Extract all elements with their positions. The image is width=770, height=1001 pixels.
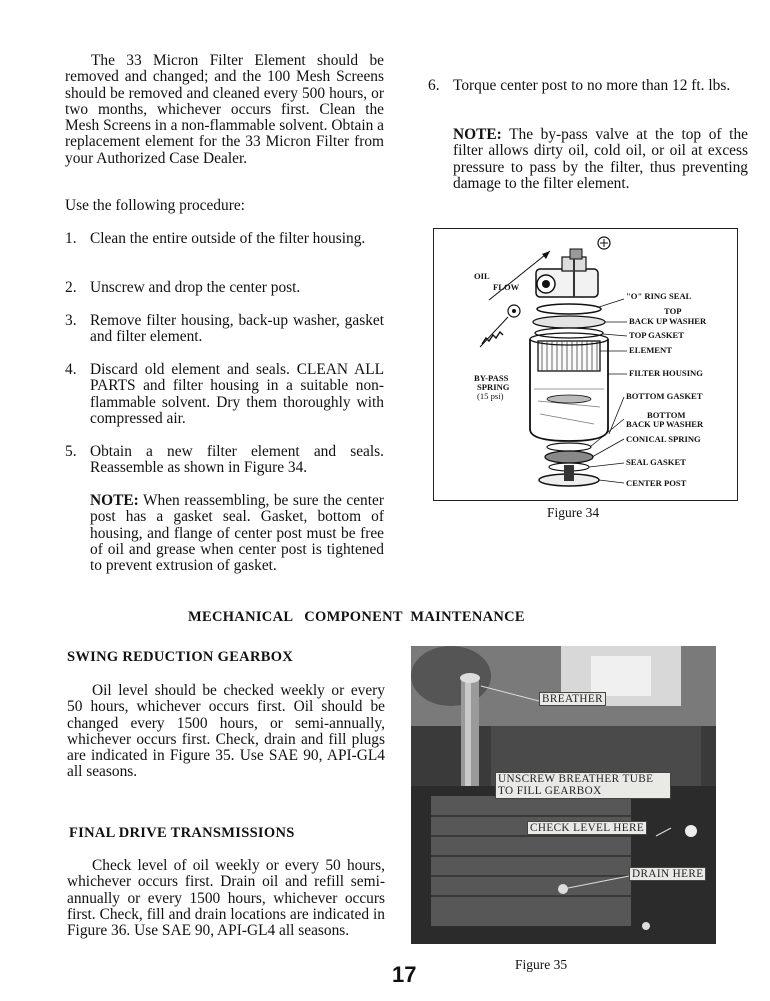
label-unscrew-line-1: UNSCREW BREATHER TUBE	[498, 773, 654, 785]
step-1	[65, 231, 384, 265]
label-flow: FLOW	[493, 282, 520, 292]
step-6	[428, 78, 748, 112]
label-check-level-here: CHECK LEVEL HERE	[527, 821, 647, 835]
note-label: NOTE:	[453, 126, 502, 143]
label-element: ELEMENT	[629, 345, 672, 355]
step-3	[65, 313, 384, 347]
step-4	[65, 362, 384, 428]
figure-34-filter-diagram	[433, 228, 738, 501]
step-text: Remove filter housing, back-up washer, gasket and filter element.	[90, 312, 384, 346]
label-center-post: CENTER POST	[626, 478, 687, 488]
note-label: NOTE:	[90, 492, 139, 509]
label-unscrew-breather-tube	[495, 772, 671, 799]
figure-35-gearbox-photo	[411, 646, 716, 944]
figure-34-caption: Figure 34	[547, 505, 600, 520]
note-text: When reassembling, be sure the center post has a gasket seal. Gasket, bottom of housing, and flange of center post must be free of oil and grease when center post is tightened to prevent extrusion of gasket.	[90, 492, 384, 575]
label-top-back-up-washer: BACK UP WASHER	[629, 316, 707, 326]
label-o-ring-seal: "O" RING SEAL	[626, 291, 692, 301]
step-number: 6.	[428, 77, 440, 94]
intro-paragraph: The 33 Micron Filter Element should be removed and changed; and the 100 Mesh Screens should be removed and cleaned every 500 hours, or two months, whichever occurs first. Clean the Mesh Screens in a non-flammable solvent. Obtain a replacement element for the 33 Micron Filter from your Authorized Case Dealer.	[65, 52, 384, 167]
label-bypass: BY-PASS	[474, 373, 509, 383]
label-spring: SPRING	[477, 382, 510, 392]
step-text: Unscrew and drop the center post.	[90, 279, 301, 296]
label-bottom: BOTTOM	[647, 410, 686, 420]
section-title: MECHANICAL COMPONENT MAINTENANCE	[188, 609, 525, 625]
note-reassembling	[90, 493, 384, 574]
step-number: 1.	[65, 230, 77, 247]
figure-35-caption: Figure 35	[515, 957, 568, 972]
procedure-intro: Use the following procedure:	[65, 197, 245, 214]
step-number: 2.	[65, 279, 77, 296]
step-number: 4.	[65, 361, 77, 378]
note-text: The by-pass valve at the top of the filter allows dirty oil, cold oil, or oil at excess pressure to pass by the filter, thus preventing damage to the filter element.	[453, 126, 748, 192]
label-top-gasket: TOP GASKET	[629, 330, 685, 340]
filter-exploded-view	[434, 229, 737, 500]
step-text: Clean the entire outside of the filter housing.	[90, 230, 366, 247]
label-filter-housing: FILTER HOUSING	[629, 368, 703, 378]
label-drain-here: DRAIN HERE	[629, 867, 706, 881]
step-5	[65, 444, 384, 478]
label-unscrew-line-2: TO FILL GEARBOX	[498, 785, 602, 798]
step-text: Obtain a new filter element and seals. Reassemble as shown in Figure 34.	[90, 443, 384, 477]
page-number: 17	[392, 962, 417, 987]
label-bottom-gasket: BOTTOM GASKET	[626, 391, 703, 401]
step-number: 5.	[65, 443, 77, 460]
label-oil: OIL	[474, 271, 490, 281]
note-bypass	[453, 127, 748, 192]
swing-gearbox-paragraph: Oil level should be checked weekly or every 50 hours, whichever occurs first. Oil should be changed every 1500 hours, or semi-annually, whichever occurs first. Check, drain and fill plugs are indicated in Figure 35. Use SAE 90, API-GL4 all seasons.	[67, 682, 385, 781]
label-psi: (15 psi)	[477, 391, 504, 401]
step-text: Discard old element and seals. CLEAN ALL PARTS and filter housing in a suitable non-flammable solvent. Dry them thoroughly with compressed air.	[90, 361, 384, 427]
swing-gearbox-heading: SWING REDUCTION GEARBOX	[67, 649, 294, 665]
label-breather: BREATHER	[539, 692, 606, 706]
step-number: 3.	[65, 312, 77, 329]
step-2	[65, 280, 384, 298]
final-drive-paragraph: Check level of oil weekly or every 50 hours, whichever occurs first. Drain oil and refill semi-annually or every 1500 hours, whichever occurs first. Check, fill and drain locations are indicated in Figure 36. Use SAE 90, API-GL4 all seasons.	[67, 857, 385, 940]
label-top: TOP	[664, 306, 682, 316]
label-conical-spring: CONICAL SPRING	[626, 434, 701, 444]
final-drive-heading: FINAL DRIVE TRANSMISSIONS	[69, 825, 295, 841]
label-seal-gasket: SEAL GASKET	[626, 457, 686, 467]
step-text: Torque center post to no more than 12 ft. lbs.	[453, 77, 731, 94]
label-bottom-back-up-washer: BACK UP WASHER	[626, 419, 704, 429]
